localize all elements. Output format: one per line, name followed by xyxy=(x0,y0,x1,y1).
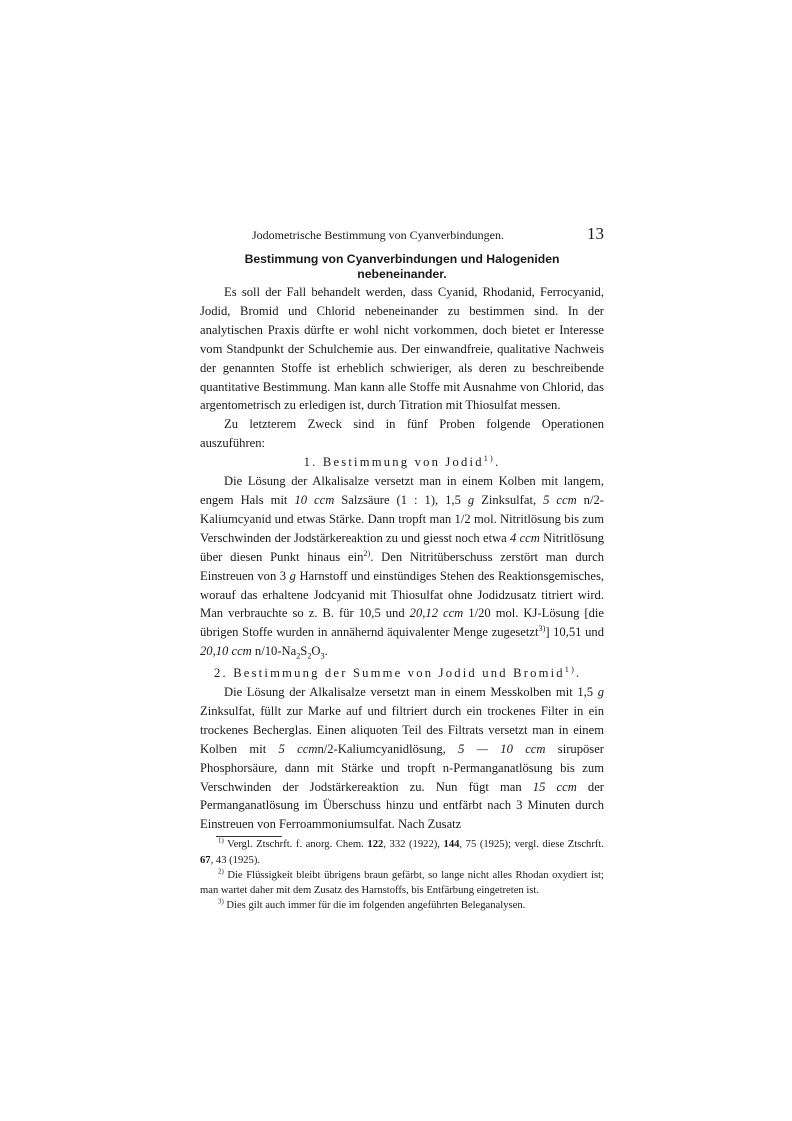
paragraph-jodid-bromid: Die Lösung der Alkalisalze versetzt man in einem Messkolben mit 1,5 g Zinksulfat, füllt zur Marke auf und filtriert durch ein trockenes Filter in ein trockenes Becherglas. Einen aliquoten Teil des Filtrats versetzt man in einem Kolben mit 5 ccmn/2-Kaliumcyanidlösung, 5 — 10 ccm sirupöser Phosphorsäure, dann mit Stärke und tropft n-Permanganatlösung bis zum Verschwinden der Jodstärkereaktion zu. Nun fügt man 15 ccm der Permanganatlösung im Überschuss hinzu und entfärbt nach 3 Minuten durch Einstreuen von Ferroammoniumsulfat. Nach Zusatz xyxy=(200,685,604,832)
quantity: 5 — 10 ccm xyxy=(458,741,546,756)
text-body xyxy=(200,252,604,914)
quantity: 20,12 ccm xyxy=(409,606,464,621)
fraction: 1/2 xyxy=(454,511,471,526)
paragraph-operations: Zu letzterem Zweck sind in fünf Proben folgende Operationen auszuführen: xyxy=(200,417,604,451)
quantity: 5 ccm xyxy=(278,741,318,756)
fraction: 1/20 xyxy=(463,606,491,621)
running-header xyxy=(200,224,604,244)
subheading-jodid-bromid: 2. Bestimmung der Summe von Jodid und Bromid$^{1)}$. xyxy=(214,664,582,681)
fraction: n/10 xyxy=(251,644,278,659)
page-number: 13 xyxy=(587,224,604,243)
paragraph-intro: Es soll der Fall behandelt werden, dass Cyanid, Rhodanid, Ferrocyanid, Jodid, Bromid und Chlorid nebeneinander zu bestimmen sind. In der analytischen Praxis dürfte er wohl nicht vorkommen, doch bietet er Interesse vom Standpunkt der Schulchemie aus. Der einwandfreie, qualitative Nachweis der genannten Stoffe ist erheblich schwieriger, als deren zu beschreibende quantitative Bestimmung. Man kann alle Stoffe mit Ausnahme von Chlorid, das argentometrisch zu erledigen ist, durch Titration mit Thiosulfat messen. xyxy=(200,285,604,413)
running-title: Jodometrische Bestimmung von Cyanverbindungen. xyxy=(252,228,504,242)
quantity: 15 ccm xyxy=(532,779,577,794)
unit: g xyxy=(289,568,296,583)
section-title: Bestimmung von Cyanverbindungen und Halogeniden nebeneinander. xyxy=(244,252,560,281)
subheading-jodid: 1. Bestimmung von Jodid$^{1)}$. xyxy=(303,453,501,470)
quantity: 20,10 ccm xyxy=(200,644,252,659)
footnote-2: $^{2)}$ Die Flüssigkeit bleibt übrigens braun gefärbt, so lange nicht alles Rhodan oxydiert ist; man wartet daher mit dem Zusatz des Harnstoffs, bis Entfärbung eingetreten ist. xyxy=(200,868,604,897)
footnote-ref: 2) xyxy=(363,548,371,558)
fraction: n/2 xyxy=(317,741,334,756)
unit: g xyxy=(467,492,475,507)
subheading-text: 1. Bestimmung von Jodid xyxy=(303,455,484,470)
footnote-ref: 1) xyxy=(483,453,495,463)
fraction: n/2 xyxy=(576,492,600,507)
quantity: 4 ccm xyxy=(510,530,540,545)
paragraph-jodid: Die Lösung der Alkalisalze versetzt man in einem Kolben mit langem, engem Hals mit 10 ccm Salzsäure (1 : 1), 1,5 g Zinksulfat, 5 ccm n/2-Kaliumcyanid und etwas Stärke. Dann tropft man 1/2 mol. Nitritlösung bis zum Verschwinden der Jodstärkereaktion zu und giesst noch etwa 4 ccm Nitritlösung über diesen Punkt hinaus ein$^{2)}$. Den Nitritüberschuss zerstört man durch Einstreuen von 3 g Harnstoff und einstündiges Stehen des Reaktionsgemisches, worauf das erhaltene Jodcyanid mit Thiosulfat ohne Jodidzusatz titriert wird. Man verbrauchte so z. B. für 10,5 und 20,12 ccm 1/20 mol. KJ-Lösung [die übrigen Stoffe wurden in annähernd äquivalenter Menge zugesetzt$^{3)}$] 10,51 und 20,10 ccm $n/10-Na_2S_2O_3$. xyxy=(200,474,604,661)
unit: g xyxy=(597,685,604,700)
quantity: 10 ccm xyxy=(294,492,335,507)
footnote-1: $^{1)}$ Vergl. Ztschrft. f. anorg. Chem. 122, 332 (1922), 144, 75 (1925); vergl. diese Ztschrft. 67, 43 (1925). xyxy=(200,837,604,866)
footnote-ref: 1) xyxy=(564,664,577,674)
subheading-text: 2. Bestimmung der Summe von Jodid und Bromid xyxy=(214,666,565,681)
footnotes xyxy=(200,837,604,913)
quantity: 5 ccm xyxy=(543,492,577,507)
footnote-ref: 3) xyxy=(538,624,546,634)
footnote-3: $^{3)}$ Dies gilt auch immer für die im folgenden angeführten Beleganalysen. xyxy=(218,898,526,912)
